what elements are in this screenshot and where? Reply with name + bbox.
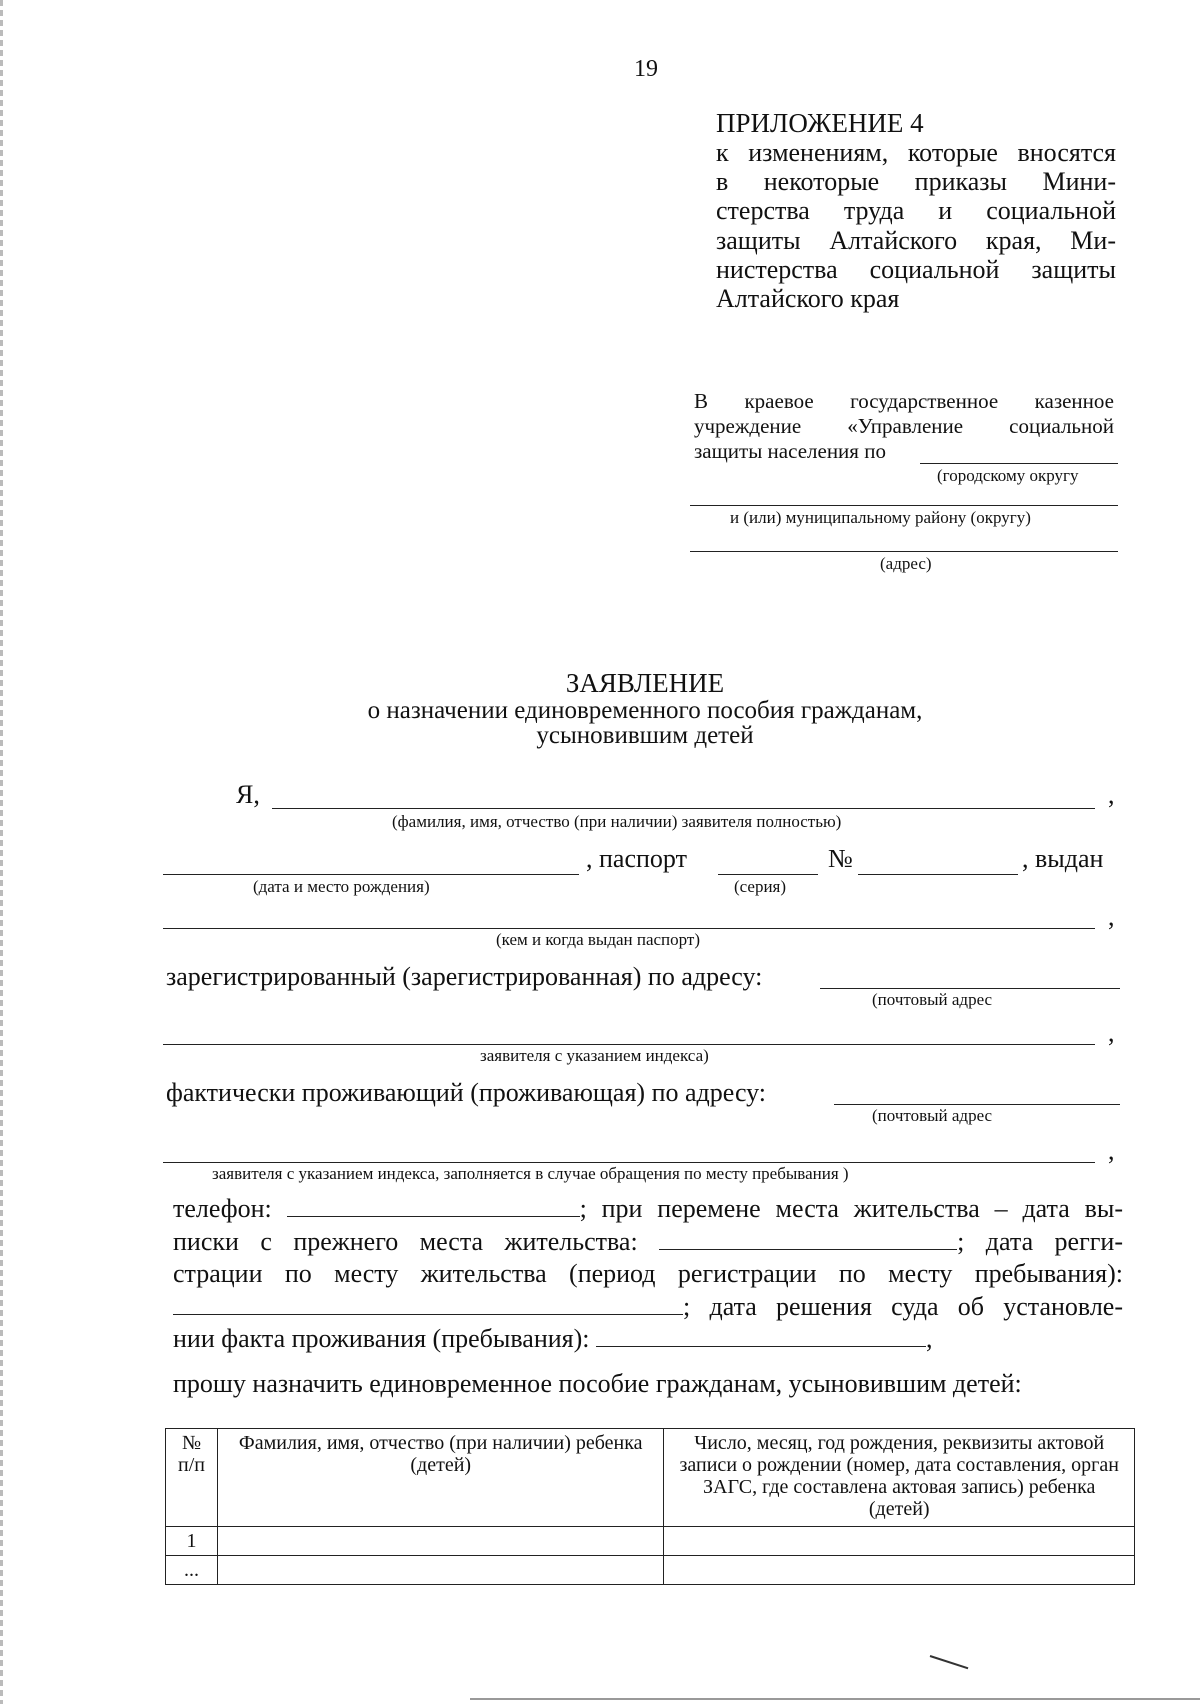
checkout-date-field[interactable] [659, 1229, 957, 1250]
paragraph-text: страции по месту жительства (период регистрации по месту пребывания): [173, 1259, 1123, 1288]
passport-number-field[interactable] [858, 874, 1018, 875]
hint-municipality: и (или) муниципальному району (округу) [730, 508, 1031, 527]
issued-by-field[interactable] [163, 928, 1095, 929]
phone-field[interactable] [287, 1196, 580, 1217]
table-cell: 1 [166, 1527, 218, 1556]
scan-bottom-edge [470, 1698, 1200, 1700]
request-text: прошу назначить единовременное пособие гражданам, усыновившим детей: [173, 1369, 1022, 1398]
appendix-line: нистерства социальной защиты [716, 254, 1116, 284]
document-subtitle: усыновившим детей [536, 722, 754, 749]
hint-postal: (почтовый адрес [872, 1106, 993, 1125]
court-decision-date-field[interactable] [596, 1326, 926, 1347]
paragraph-text: ; при перемене места жительства – дата вы- [579, 1194, 1124, 1223]
district-field[interactable] [920, 463, 1118, 464]
passport-series-field[interactable] [718, 874, 818, 875]
hint-birth: (дата и место рождения) [253, 877, 430, 896]
pen-mark [930, 1655, 969, 1669]
document-title: ЗАЯВЛЕНИЕ [565, 668, 725, 698]
hint-series: (серия) [734, 877, 787, 896]
label-issued: , выдан [1022, 844, 1104, 873]
label-number: № [828, 844, 853, 873]
table-cell-input[interactable] [217, 1527, 664, 1556]
table-header-name: Фамилия, имя, отчество (при наличии) ребенка (детей) [217, 1429, 664, 1527]
table-cell-input[interactable] [664, 1527, 1135, 1556]
comma: , [1108, 780, 1115, 809]
children-table [165, 1428, 1135, 1585]
registered-address-field-2[interactable] [163, 1044, 1095, 1045]
label-phone: телефон: [173, 1194, 272, 1223]
appendix-line: защиты Алтайского края, Ми- [716, 225, 1116, 255]
paragraph-text: , [926, 1324, 933, 1353]
hint-postal: (почтовый адрес [872, 990, 993, 1009]
table-cell: ... [166, 1556, 218, 1585]
hint-city-district: (городскому округу [937, 466, 1079, 485]
appendix-line: стерства труда и социальной [716, 196, 1116, 226]
registered-address-field[interactable] [820, 988, 1120, 989]
living-address-field[interactable] [834, 1104, 1120, 1105]
table-row [166, 1556, 1135, 1585]
appendix-line: в некоторые приказы Мини- [716, 167, 1116, 197]
paragraph-text: писки с прежнего места жительства: [173, 1226, 638, 1256]
table-row [166, 1527, 1135, 1556]
hint-address: (адрес) [880, 554, 932, 573]
appendix-title: ПРИЛОЖЕНИЕ 4 [716, 108, 924, 138]
addressee-block [694, 389, 1114, 465]
paragraph-text: ; дата регги- [957, 1226, 1123, 1256]
table-header-number: № п/п [166, 1429, 218, 1527]
document-subtitle: о назначении единовременного пособия гражданам, [367, 697, 923, 724]
scan-edge [0, 0, 3, 1704]
label-ya: Я, [236, 780, 260, 809]
label-passport: , паспорт [586, 844, 687, 873]
paragraph-text: ; дата решения суда об установле- [683, 1291, 1123, 1321]
table-header-birth: Число, месяц, год рождения, реквизиты актовой записи о рождении (номер, дата составления, орган ЗАГС, где составлена актовая запись) ребенка (детей) [664, 1429, 1135, 1527]
comma: , [1108, 1136, 1115, 1165]
registration-date-field[interactable] [173, 1294, 683, 1315]
table-cell-input[interactable] [664, 1556, 1135, 1585]
appendix-block [716, 108, 1116, 313]
addressee-line: учреждение «Управление социальной [694, 414, 1114, 439]
hint-fio: (фамилия, имя, отчество (при наличии) заявителя полностью) [392, 812, 842, 831]
label-living: фактически проживающий (проживающая) по адресу: [166, 1078, 767, 1107]
paragraph-text: нии факта проживания (пребывания): [173, 1324, 590, 1353]
municipality-field[interactable] [690, 505, 1118, 506]
contact-paragraph [173, 1193, 1123, 1356]
appendix-line: к изменениям, которые вносятся [716, 138, 1116, 168]
table-cell-input[interactable] [217, 1556, 664, 1585]
hint-issued-by: (кем и когда выдан паспорт) [496, 930, 701, 949]
hint-postal-index: заявителя с указанием индекса) [480, 1046, 709, 1065]
address-field[interactable] [690, 551, 1118, 552]
appendix-line: Алтайского края [716, 283, 900, 313]
label-registered: зарегистрированный (зарегистрированная) по адресу: [166, 962, 763, 991]
addressee-line: защиты населения по [694, 439, 886, 464]
living-address-field-2[interactable] [163, 1162, 1095, 1163]
fio-field[interactable] [272, 808, 1095, 809]
comma: , [1108, 1018, 1115, 1047]
page-number: 19 [634, 56, 658, 82]
birth-field[interactable] [163, 874, 579, 875]
addressee-line: В краевое государственное казенное [694, 389, 1114, 413]
comma: , [1108, 902, 1115, 931]
hint-stay: заявителя с указанием индекса, заполняется в случае обращения по месту пребывания ) [212, 1164, 849, 1183]
